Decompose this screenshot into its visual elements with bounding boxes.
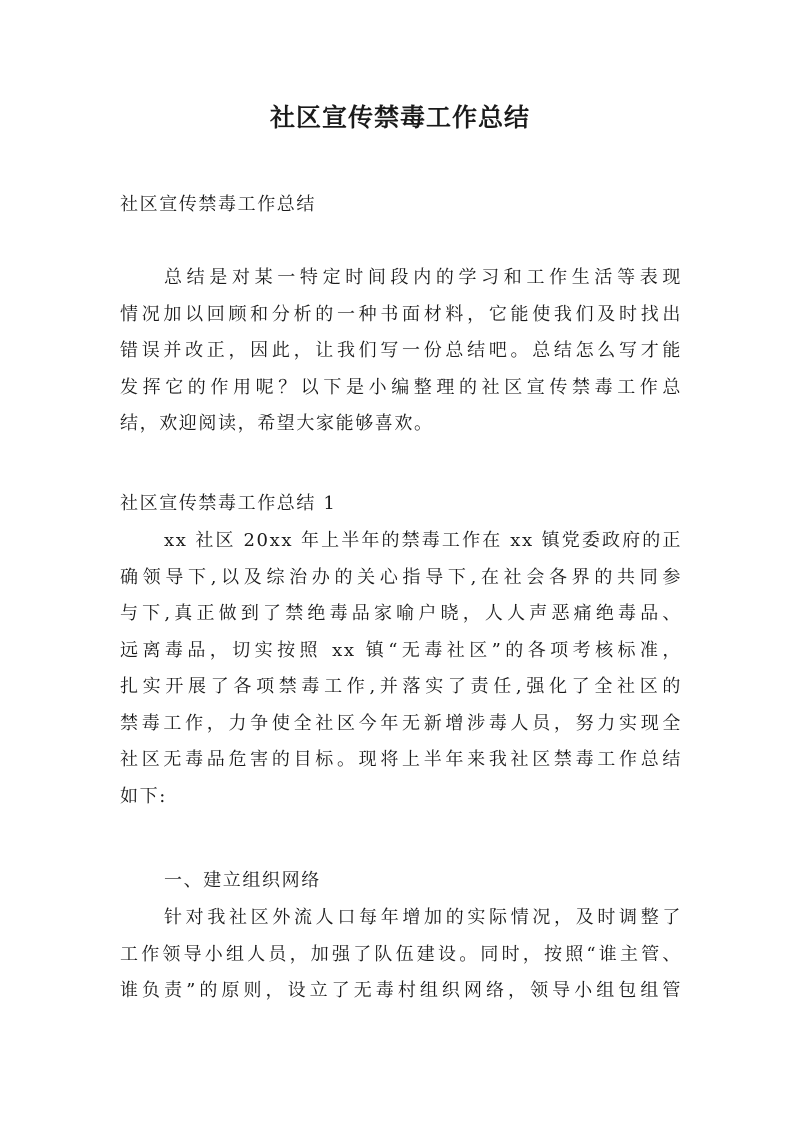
part1-heading: 一、建立组织网络 [164,870,321,891]
section1-paragraph [120,523,682,815]
part1-paragraph [120,900,682,1010]
section1-line: 扎实开展了各项禁毒工作,并落实了责任,强化了全社区的 [120,676,682,697]
part1-heading-block [120,863,682,900]
section1-line: 确领导下,以及综治办的关心指导下,在社会各界的共同参 [120,566,682,588]
intro-line: 情况加以回顾和分析的一种书面材料，它能使我们及时找出 [120,303,682,325]
section1-heading: 社区宣传禁毒工作总结 1 [120,493,337,514]
section1-line: 禁毒工作，力争使全社区今年无新增涉毒人员，努力实现全 [120,712,682,734]
intro-line: 总结是对某一特定时间段内的学习和工作生活等表现 [164,267,682,288]
document-subtitle-block [120,187,682,224]
document-title: 社区宣传禁毒工作总结 [269,103,530,132]
part1-line: 工作领导小组人员，加强了队伍建设。同时，按照“谁主管、 [120,943,682,965]
part1-line: 针对我社区外流人口每年增加的实际情况，及时调整了 [164,907,682,928]
section1-heading-block [120,486,682,523]
part1-line: 谁负责”的原则，设立了无毒村组织网络，领导小组包组管 [120,980,682,1001]
intro-line: 错误并改正，因此，让我们写一份总结吧。总结怎么写才能 [120,340,682,361]
intro-line: 结，欢迎阅读，希望大家能够喜欢。 [120,413,434,434]
section1-line: 与下,真正做到了禁绝毒品家喻户晓，人人声恶痛绝毒品、 [120,603,682,624]
section1-line: 社区无毒品危害的目标。现将上半年来我社区禁毒工作总结 [120,749,682,770]
section1-line: 远离毒品，切实按照 xx 镇“无毒社区”的各项考核标准， [120,639,682,661]
section1-line: xx 社区 20xx 年上半年的禁毒工作在 xx 镇党委政府的正 [164,530,682,551]
section1-line: 如下: [120,785,167,807]
intro-line: 发挥它的作用呢？以下是小编整理的社区宣传禁毒工作总 [120,376,682,398]
document-subtitle: 社区宣传禁毒工作总结 [120,194,316,215]
intro-paragraph [120,260,682,443]
